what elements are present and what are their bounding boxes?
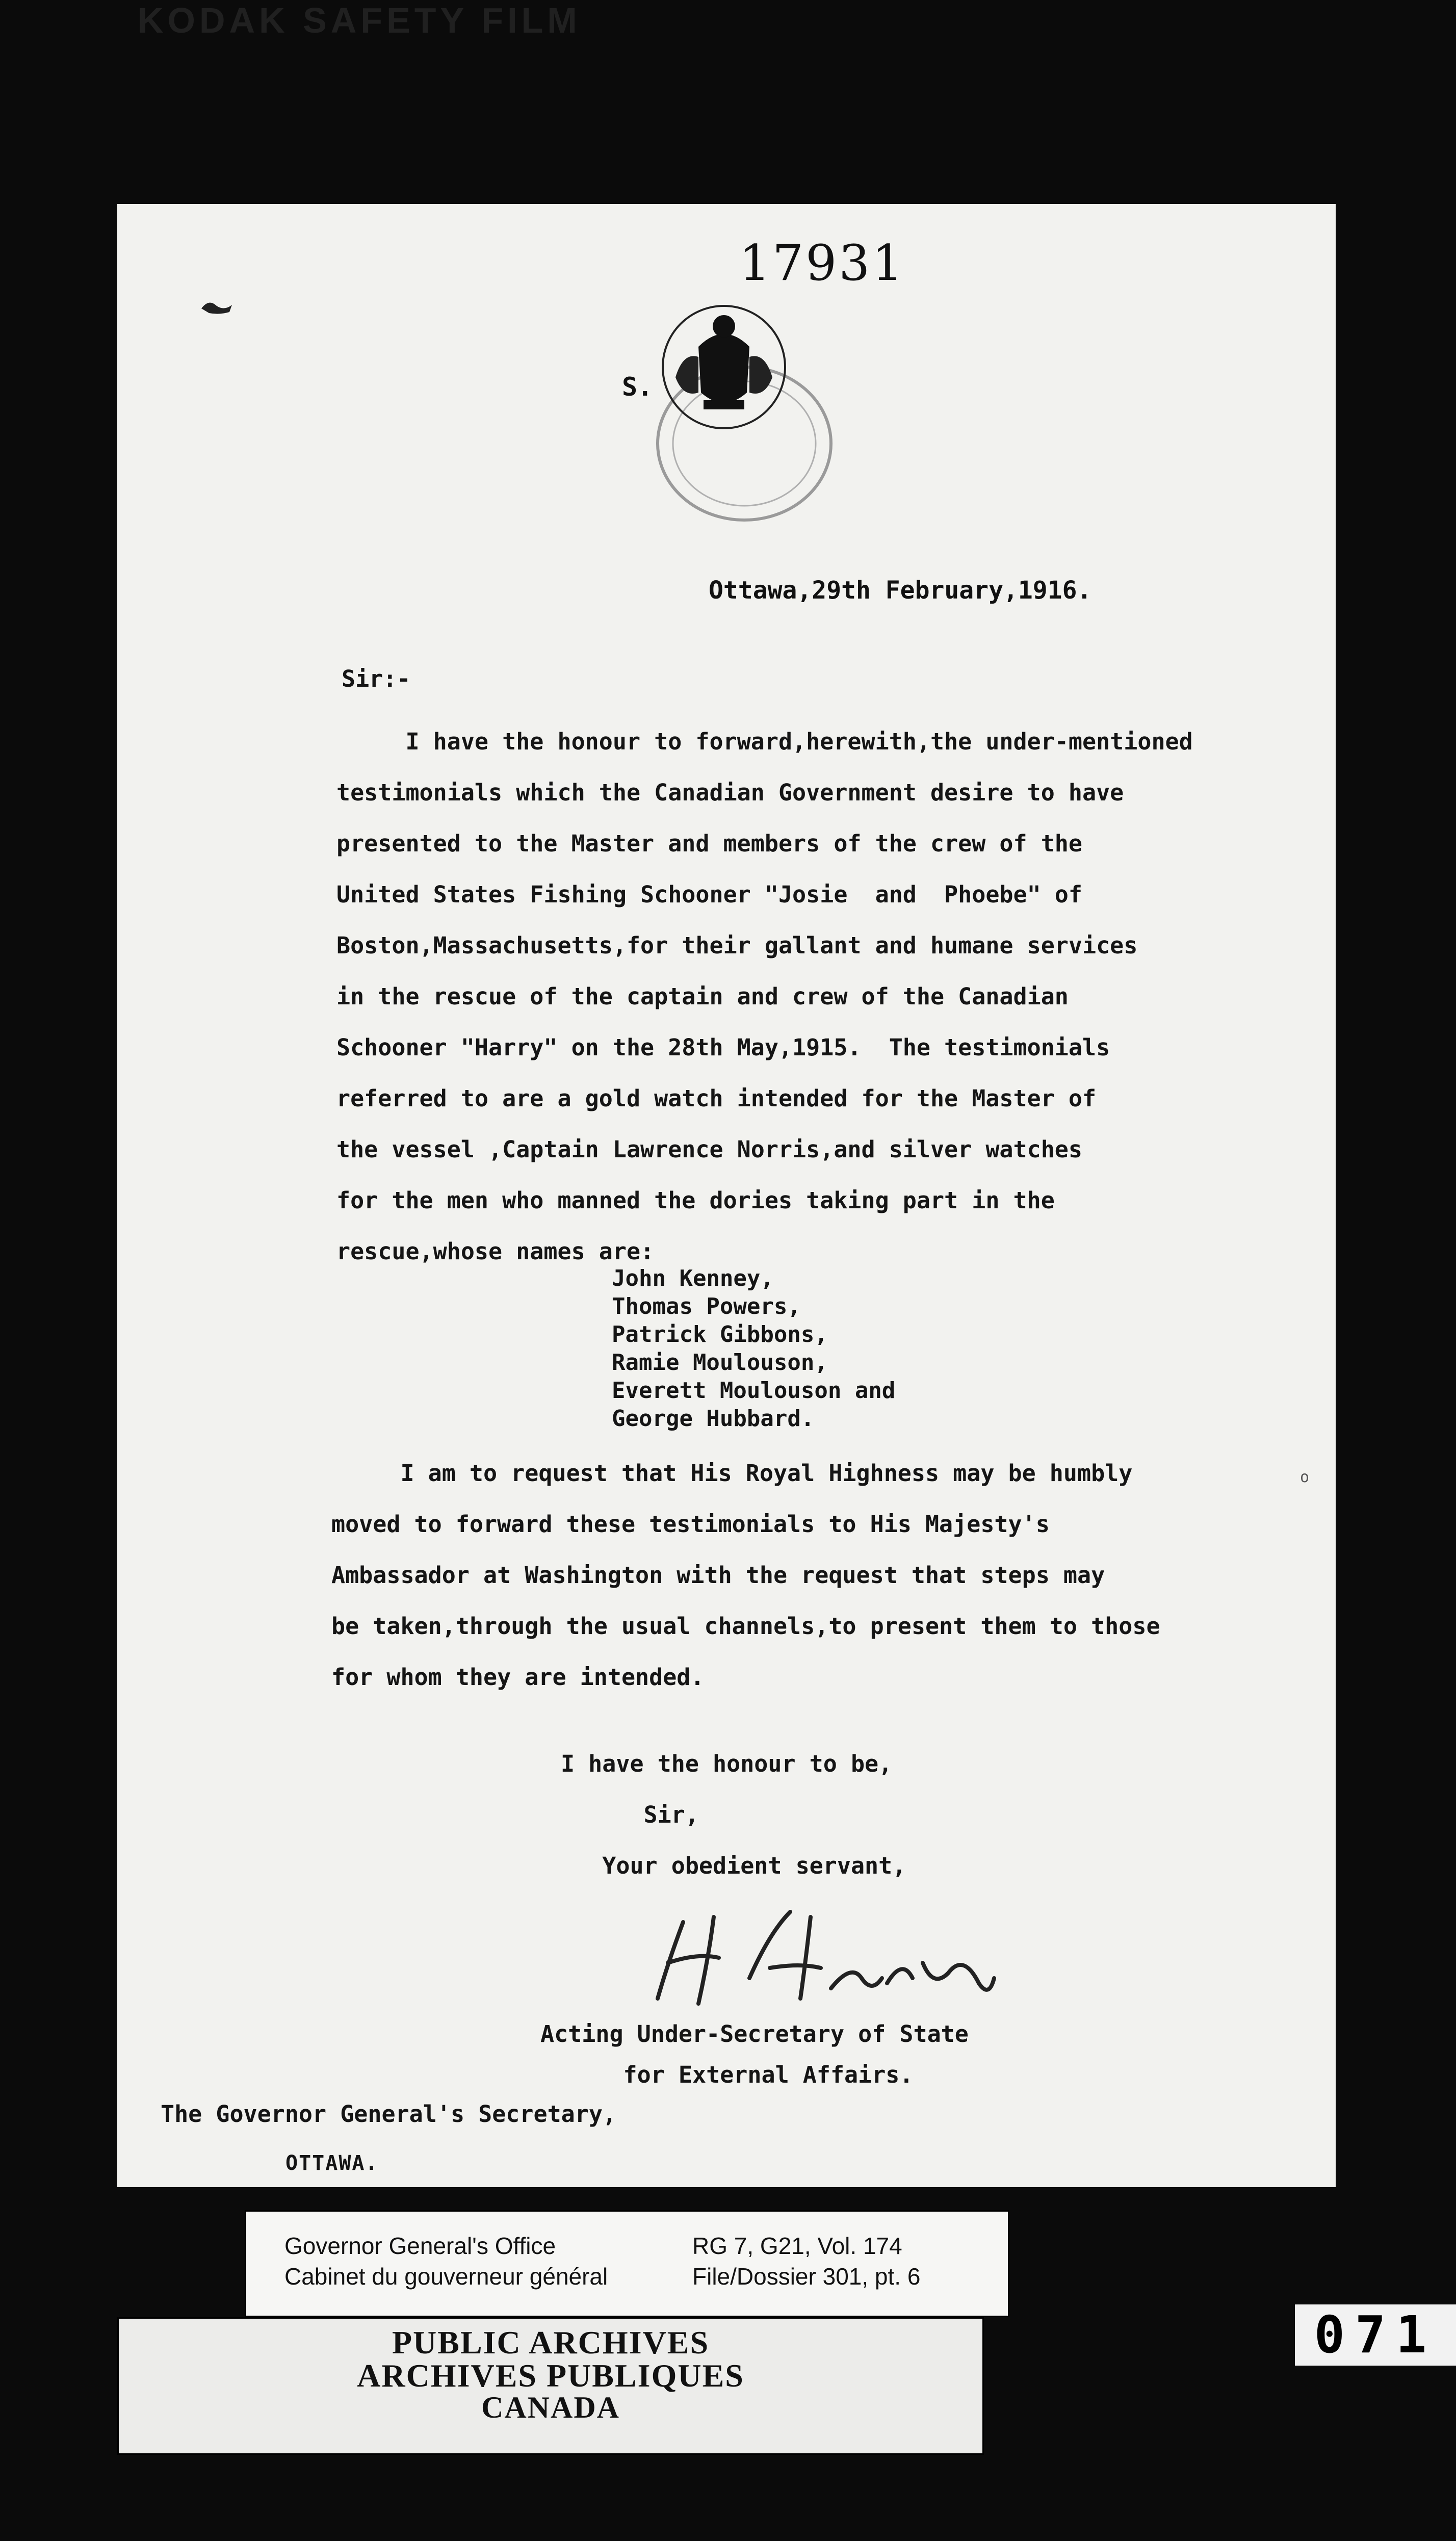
department-seal-icon	[627, 291, 841, 525]
body-line: for the men who manned the dories taking part in the	[336, 1187, 1055, 1214]
signature-title: Acting Under-Secretary of State	[540, 2020, 969, 2047]
dateline: Ottawa,29th February,1916.	[709, 576, 1092, 605]
body-line: Boston,Massachusetts,for their gallant and humane services	[336, 932, 1138, 959]
body-line: testimonials which the Canadian Government desire to have	[336, 779, 1124, 806]
closing	[561, 1739, 906, 1891]
closing-line: Your obedient servant,	[561, 1852, 906, 1879]
crew-names-list	[612, 1264, 895, 1433]
addressee-city: OTTAWA.	[285, 2151, 379, 2175]
body-line: be taken,through the usual channels,to present them to those	[331, 1613, 1160, 1640]
file-mark: S.	[622, 372, 653, 402]
crew-name: Ramie Moulouson,	[612, 1350, 828, 1376]
letter-body	[336, 716, 1305, 1277]
archives-line: PUBLIC ARCHIVES	[392, 2324, 710, 2361]
letter-body-second	[331, 1448, 1300, 1703]
body-line: the vessel ,Captain Lawrence Norris,and silver watches	[336, 1136, 1082, 1163]
film-edge-text: KODAK SAFETY FILM	[138, 1, 581, 40]
body-line: Schooner "Harry" on the 28th May,1915. The testimonials	[336, 1034, 1110, 1061]
label-file: File/Dossier 301, pt. 6	[692, 2263, 921, 2290]
body-line: presented to the Master and members of the crew of the	[336, 830, 1082, 857]
handwritten-signature-icon	[637, 1902, 1004, 2014]
body-line: in the rescue of the captain and crew of the Canadian	[336, 983, 1069, 1010]
ink-smudge-icon	[199, 296, 235, 316]
label-record-group: RG 7, G21, Vol. 174	[692, 2233, 902, 2259]
crew-name: Everett Moulouson and	[612, 1378, 896, 1404]
body-line: I am to request that His Royal Highness may be humbly	[331, 1460, 1133, 1487]
salutation: Sir:-	[342, 665, 411, 692]
signature-block	[540, 2014, 969, 2095]
crew-name: John Kenney,	[612, 1265, 774, 1291]
crew-name: George Hubbard.	[612, 1406, 815, 1432]
archives-line: ARCHIVES PUBLIQUES	[357, 2357, 744, 2394]
archives-line: CANADA	[481, 2391, 620, 2424]
margin-mark: o	[1300, 1468, 1310, 1486]
crew-name: Thomas Powers,	[612, 1293, 801, 1319]
body-line: rescue,whose names are:	[336, 1238, 655, 1265]
closing-line: Sir,	[561, 1801, 699, 1828]
public-archives-stamp	[117, 2317, 984, 2455]
crew-name: Patrick Gibbons,	[612, 1321, 828, 1347]
body-line: I have the honour to forward,herewith,the under-mentioned	[336, 728, 1193, 755]
body-line: Ambassador at Washington with the request that steps may	[331, 1562, 1105, 1589]
frame-counter: 071	[1295, 2304, 1456, 2366]
document-number: 17931	[739, 235, 905, 292]
archive-reference-label	[245, 2210, 1009, 2317]
body-line: referred to are a gold watch intended for the Master of	[336, 1085, 1097, 1112]
body-line: moved to forward these testimonials to His Majesty's	[331, 1511, 1050, 1538]
label-office-en: Governor General's Office	[284, 2233, 556, 2259]
body-line: United States Fishing Schooner "Josie and Phoebe" of	[336, 881, 1082, 908]
letter-page	[117, 204, 1336, 2187]
closing-line: I have the honour to be,	[561, 1750, 893, 1777]
signature-title: for External Affairs.	[540, 2061, 914, 2088]
body-line: for whom they are intended.	[331, 1664, 705, 1691]
addressee: The Governor General's Secretary,	[161, 2101, 617, 2128]
label-office-fr: Cabinet du gouverneur général	[284, 2263, 608, 2290]
